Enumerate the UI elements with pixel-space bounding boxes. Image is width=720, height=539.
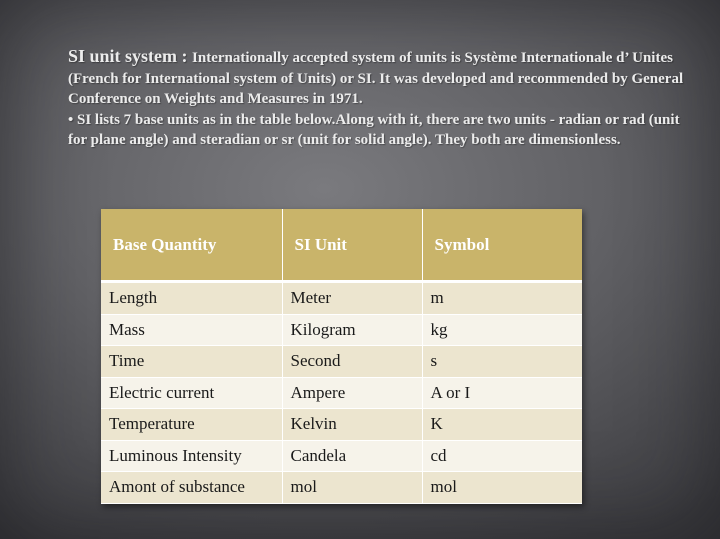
header-base-quantity: Base Quantity	[101, 209, 282, 282]
table-row	[101, 472, 582, 504]
cell-unit: mol	[282, 472, 422, 504]
cell-unit: Candela	[282, 440, 422, 472]
table-row	[101, 346, 582, 378]
table-row	[101, 314, 582, 346]
cell-quantity: Time	[101, 346, 282, 378]
table-row	[101, 282, 582, 315]
cell-quantity: Luminous Intensity	[101, 440, 282, 472]
cell-quantity: Amont of substance	[101, 472, 282, 504]
cell-unit: Meter	[282, 282, 422, 315]
cell-symbol: A or I	[422, 377, 582, 409]
si-units-table	[101, 209, 582, 504]
cell-symbol: m	[422, 282, 582, 315]
si-units-table-container	[101, 209, 582, 504]
header-si-unit: SI Unit	[282, 209, 422, 282]
intro-definition: Internationally accepted system of units is Système Internationale d’ Unites (French for International system of Units) or SI. It was developed and recommended by General Conference on Weights and Measures in 1971.	[68, 50, 684, 107]
header-symbol: Symbol	[422, 209, 582, 282]
intro-paragraph-1	[68, 46, 693, 110]
table-row	[101, 440, 582, 472]
cell-quantity: Temperature	[101, 409, 282, 441]
cell-symbol: cd	[422, 440, 582, 472]
slide-title: SI unit system :	[68, 46, 193, 66]
cell-unit: Kilogram	[282, 314, 422, 346]
cell-symbol: s	[422, 346, 582, 378]
cell-unit: Second	[282, 346, 422, 378]
cell-symbol: mol	[422, 472, 582, 504]
cell-quantity: Mass	[101, 314, 282, 346]
table-header-row	[101, 209, 582, 282]
intro-paragraph-2: • SI lists 7 base units as in the table below.Along with it, there are two units - radian or rad (unit for plane angle) and steradian or sr (unit for solid angle). They both are dimensionless.	[68, 111, 680, 148]
cell-symbol: kg	[422, 314, 582, 346]
cell-symbol: K	[422, 409, 582, 441]
table-row	[101, 409, 582, 441]
cell-unit: Kelvin	[282, 409, 422, 441]
cell-quantity: Length	[101, 282, 282, 315]
intro-text	[68, 46, 693, 151]
cell-unit: Ampere	[282, 377, 422, 409]
cell-quantity: Electric current	[101, 377, 282, 409]
table-row	[101, 377, 582, 409]
